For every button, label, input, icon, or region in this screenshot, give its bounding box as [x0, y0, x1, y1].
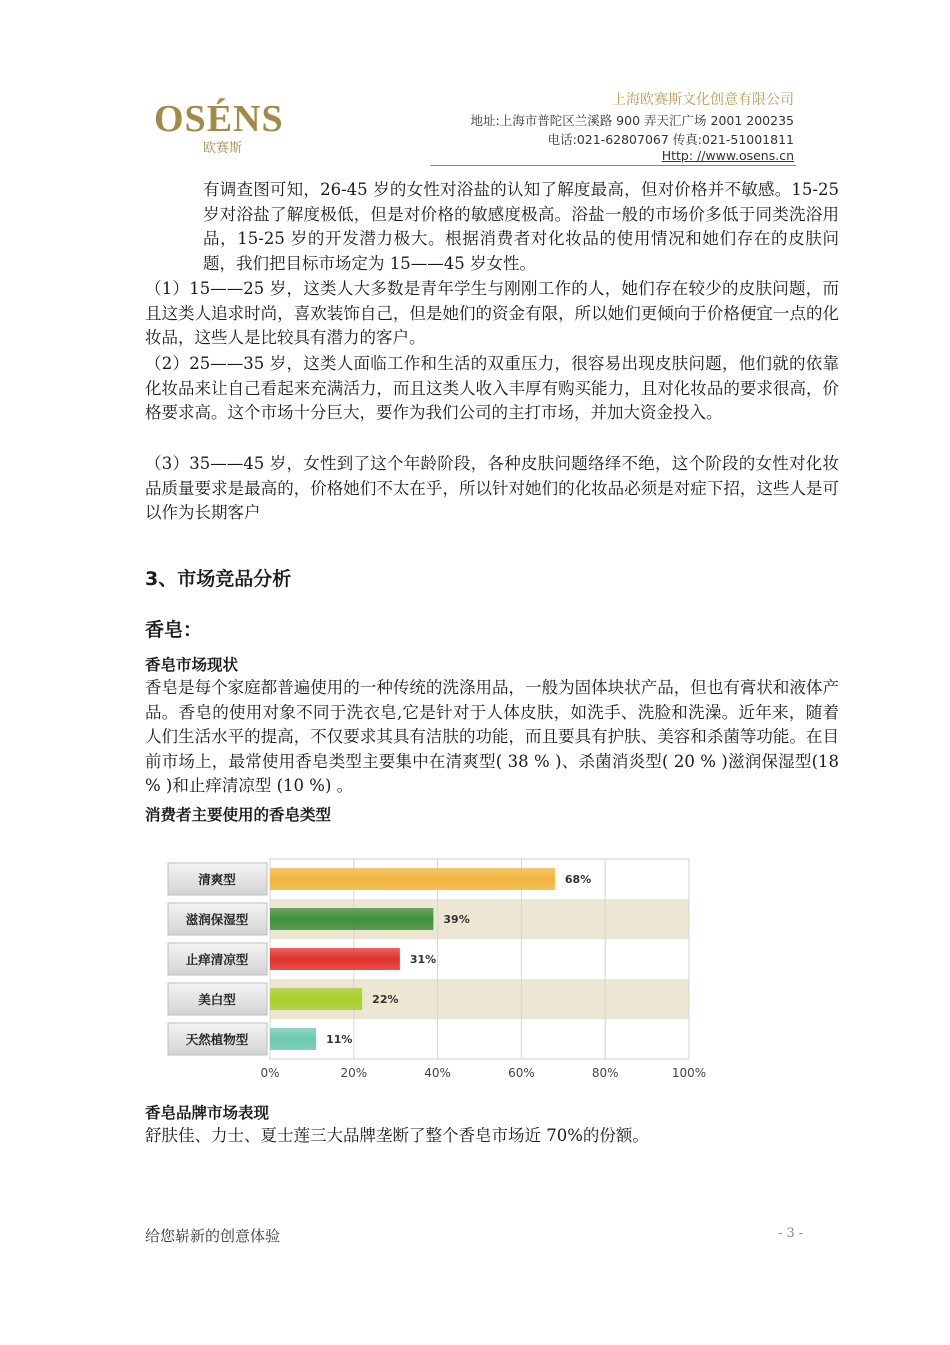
company-address: 地址:上海市普陀区兰溪路 900 弄天汇广场 2001 200235 — [470, 113, 794, 128]
company-website-link[interactable]: Http: //www.osens.cn — [661, 148, 794, 163]
chart-bar — [270, 908, 433, 930]
company-logo-subtitle: 欧赛斯 — [203, 141, 243, 156]
chart-category-label: 美白型 — [198, 992, 236, 1007]
segment-paragraph-3: （3）35——45 岁，女性到了这个年龄阶段，各种皮肤问题络绎不绝，这个阶段的女性对化妆品质量要求是最高的，价格她们不太在乎，所以针对她们的化妆品必须是对症下招，这些人是可以作为长期客户 — [145, 454, 839, 523]
chart-bar — [270, 948, 400, 970]
chart-bar — [270, 868, 555, 890]
chart-category-label: 止痒清凉型 — [185, 952, 249, 967]
brand-title: 香皂品牌市场表现 — [145, 1104, 270, 1122]
soap-status-paragraph: 香皂是每个家庭都普遍使用的一种传统的洗涤用品，一般为固体块状产品，但也有膏状和液体产品。香皂的使用对象不同于洗衣皂,它是针对于人体皮肤，如洗手、洗脸和洗澡。近年来，随着人们生活水平的提高，不仅要求其具有洁肤的功能，而且要具有护肤、美容和杀菌等功能。在目前市场上，最常使用香皂类型主要集中在清爽型( 38 % )、杀菌消炎型( 20 % )滋润保湿型(18 % )和止痒清凉型 (10 %) 。 — [145, 678, 839, 796]
chart-value-label: 22% — [372, 993, 399, 1006]
intro-paragraph: 有调查图可知，26-45 岁的女性对浴盐的认知了解度最高，但对价格并不敏感。15-25 岁对浴盐了解度极低，但是对价格的敏感度极高。浴盐一般的市场价多低于同类洗浴用品，15-25 岁的开发潜力极大。根据消费者对化妆品的使用情况和她们存在的皮肤问题，我们把目标市场定为 15——45 岁女性。 — [203, 180, 839, 273]
company-name: 上海欧赛斯文化创意有限公司 — [612, 92, 794, 108]
soap-status-title: 香皂市场现状 — [145, 656, 239, 674]
chart-value-label: 31% — [409, 953, 437, 966]
section-title: 3、市场竞品分析 — [145, 568, 292, 590]
brand-paragraph: 舒肤佳、力士、夏士莲三大品牌垄断了整个香皂市场近 70%的份额。 — [145, 1126, 649, 1145]
chart-x-tick-label: 20% — [340, 1066, 368, 1080]
segment-paragraph-2: （2）25——35 岁，这类人面临工作和生活的双重压力，很容易出现皮肤问题，他们就的依靠化妆品来让自己看起来充满活力，而且这类人收入丰厚有购买能力，且对化妆品的要求很高，价格要求高。这个市场十分巨大，要作为我们公司的主打市场，并加大资金投入。 — [145, 354, 839, 423]
segment-paragraph-1: （1）15——25 岁，这类人大多数是青年学生与刚刚工作的人，她们存在较少的皮肤问题，而且这类人追求时尚，喜欢装饰自己，但是她们的资金有限，所以她们更倾向于价格便宜一点的化妆品，这些人是比较具有潜力的客户。 — [145, 279, 839, 348]
chart-bar — [270, 988, 362, 1010]
chart-x-tick-label: 0% — [260, 1066, 280, 1080]
chart-x-tick-label: 60% — [508, 1066, 535, 1080]
chart-category-label: 清爽型 — [198, 872, 236, 887]
subsection-title: 香皂： — [145, 619, 203, 641]
chart-value-label: 11% — [326, 1033, 353, 1046]
chart-x-tick-label: 40% — [424, 1066, 451, 1080]
header-divider — [430, 165, 796, 166]
company-logo: OSÉNS — [154, 98, 284, 140]
chart-bar — [270, 1028, 316, 1050]
chart-x-tick-label: 100% — [671, 1066, 707, 1080]
chart-title: 消费者主要使用的香皂类型 — [145, 806, 332, 824]
chart-value-label: 39% — [443, 913, 470, 926]
page-number: - 3 - — [778, 1226, 804, 1241]
chart-x-tick-label: 80% — [591, 1066, 619, 1080]
chart-category-label: 天然植物型 — [185, 1032, 249, 1047]
chart-category-label: 滋润保湿型 — [185, 912, 249, 927]
footer-slogan: 给您崭新的创意体验 — [145, 1227, 281, 1245]
soap-type-bar-chart — [165, 855, 710, 1085]
chart-value-label: 68% — [564, 873, 592, 886]
company-phone: 电话:021-62807067 传真:021-51001811 — [547, 132, 794, 147]
